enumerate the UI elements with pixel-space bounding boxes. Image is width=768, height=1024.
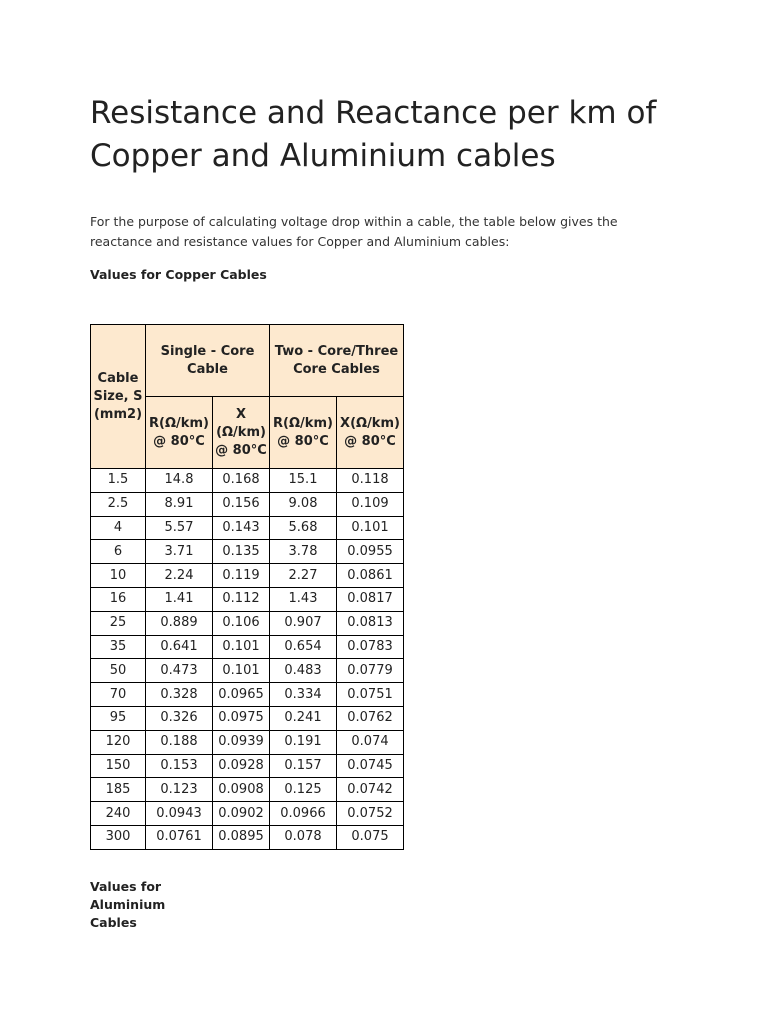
table-cell: 0.641 xyxy=(146,635,213,659)
table-cell: 0.0751 xyxy=(337,683,404,707)
table-cell: 0.075 xyxy=(337,825,404,849)
table-cell: 0.125 xyxy=(270,778,337,802)
table-row xyxy=(91,611,404,635)
table-cell: 300 xyxy=(91,825,146,849)
table-row xyxy=(91,706,404,730)
table-cell: 0.112 xyxy=(213,587,270,611)
table-cell: 120 xyxy=(91,730,146,754)
table-row xyxy=(91,516,404,540)
table-cell: 0.0943 xyxy=(146,802,213,826)
table-cell: 185 xyxy=(91,778,146,802)
table-cell: 2.24 xyxy=(146,564,213,588)
header-single-core-r: R(Ω/km) @ 80°C xyxy=(146,397,213,469)
table-row xyxy=(91,635,404,659)
table-cell: 8.91 xyxy=(146,492,213,516)
table-cell: 0.156 xyxy=(213,492,270,516)
table-cell: 50 xyxy=(91,659,146,683)
table-cell: 0.157 xyxy=(270,754,337,778)
header-single-core-x: X (Ω/km) @ 80°C xyxy=(213,397,270,469)
table-cell: 0.109 xyxy=(337,492,404,516)
table-cell: 0.191 xyxy=(270,730,337,754)
table-cell: 10 xyxy=(91,564,146,588)
header-multi-core-x: X(Ω/km) @ 80°C xyxy=(337,397,404,469)
table-cell: 0.123 xyxy=(146,778,213,802)
table-cell: 9.08 xyxy=(270,492,337,516)
table-cell: 0.241 xyxy=(270,706,337,730)
table-cell: 0.101 xyxy=(337,516,404,540)
table-cell: 0.0939 xyxy=(213,730,270,754)
table-cell: 2.27 xyxy=(270,564,337,588)
table-cell: 25 xyxy=(91,611,146,635)
table-cell: 5.68 xyxy=(270,516,337,540)
table-cell: 1.5 xyxy=(91,469,146,493)
table-cell: 0.0813 xyxy=(337,611,404,635)
table-cell: 0.0745 xyxy=(337,754,404,778)
table-body xyxy=(91,469,404,850)
table-cell: 0.143 xyxy=(213,516,270,540)
table-cell: 16 xyxy=(91,587,146,611)
table-cell: 15.1 xyxy=(270,469,337,493)
table-cell: 35 xyxy=(91,635,146,659)
header-multi-core: Two - Core/Three Core Cables xyxy=(270,325,404,397)
table-cell: 0.483 xyxy=(270,659,337,683)
intro-paragraph: For the purpose of calculating voltage drop within a cable, the table below gives the reactance and resistance values for Copper and Aluminium cables: xyxy=(90,214,618,249)
table-cell: 1.43 xyxy=(270,587,337,611)
table-cell: 0.106 xyxy=(213,611,270,635)
table-cell: 0.328 xyxy=(146,683,213,707)
table-cell: 0.0783 xyxy=(337,635,404,659)
table-row xyxy=(91,587,404,611)
table-cell: 0.326 xyxy=(146,706,213,730)
table-cell: 70 xyxy=(91,683,146,707)
table-cell: 0.0975 xyxy=(213,706,270,730)
table-cell: 0.153 xyxy=(146,754,213,778)
table-cell: 0.0965 xyxy=(213,683,270,707)
page-title: Resistance and Reactance per km of Copper and Aluminium cables xyxy=(90,95,657,174)
header-cable-size: Cable Size, S (mm2) xyxy=(91,325,146,469)
table-cell: 3.71 xyxy=(146,540,213,564)
table-cell: 0.889 xyxy=(146,611,213,635)
table-cell: 0.334 xyxy=(270,683,337,707)
copper-cable-table xyxy=(90,324,404,850)
table-cell: 0.0742 xyxy=(337,778,404,802)
table-cell: 0.074 xyxy=(337,730,404,754)
table-row xyxy=(91,564,404,588)
table-cell: 2.5 xyxy=(91,492,146,516)
table-cell: 0.188 xyxy=(146,730,213,754)
table-row xyxy=(91,730,404,754)
table-cell: 0.168 xyxy=(213,469,270,493)
table-cell: 240 xyxy=(91,802,146,826)
table-cell: 0.118 xyxy=(337,469,404,493)
table-cell: 0.0752 xyxy=(337,802,404,826)
table-cell: 0.473 xyxy=(146,659,213,683)
table-cell: 0.135 xyxy=(213,540,270,564)
table-row xyxy=(91,492,404,516)
table-row xyxy=(91,802,404,826)
table-cell: 0.0908 xyxy=(213,778,270,802)
table-row xyxy=(91,825,404,849)
table-cell: 0.907 xyxy=(270,611,337,635)
table-cell: 0.0761 xyxy=(146,825,213,849)
table-cell: 0.0966 xyxy=(270,802,337,826)
table-row xyxy=(91,778,404,802)
table-cell: 1.41 xyxy=(146,587,213,611)
table-row xyxy=(91,540,404,564)
table-cell: 95 xyxy=(91,706,146,730)
table-cell: 0.0861 xyxy=(337,564,404,588)
table-row xyxy=(91,754,404,778)
table-cell: 0.119 xyxy=(213,564,270,588)
table-cell: 0.0955 xyxy=(337,540,404,564)
aluminium-section-heading: Values for Aluminium Cables xyxy=(90,879,166,930)
table-cell: 0.0762 xyxy=(337,706,404,730)
table-cell: 0.0902 xyxy=(213,802,270,826)
table-row xyxy=(91,469,404,493)
table-cell: 0.101 xyxy=(213,635,270,659)
header-multi-core-r: R(Ω/km) @ 80°C xyxy=(270,397,337,469)
table-row xyxy=(91,683,404,707)
table-cell: 150 xyxy=(91,754,146,778)
table-cell: 0.654 xyxy=(270,635,337,659)
table-cell: 0.078 xyxy=(270,825,337,849)
table-cell: 0.101 xyxy=(213,659,270,683)
table-cell: 0.0779 xyxy=(337,659,404,683)
table-cell: 5.57 xyxy=(146,516,213,540)
table-cell: 4 xyxy=(91,516,146,540)
table-cell: 0.0817 xyxy=(337,587,404,611)
table-cell: 14.8 xyxy=(146,469,213,493)
header-single-core: Single - Core Cable xyxy=(146,325,270,397)
table-row xyxy=(91,659,404,683)
table-cell: 0.0895 xyxy=(213,825,270,849)
table-cell: 3.78 xyxy=(270,540,337,564)
copper-section-heading: Values for Copper Cables xyxy=(90,267,267,282)
table-cell: 0.0928 xyxy=(213,754,270,778)
table-cell: 6 xyxy=(91,540,146,564)
